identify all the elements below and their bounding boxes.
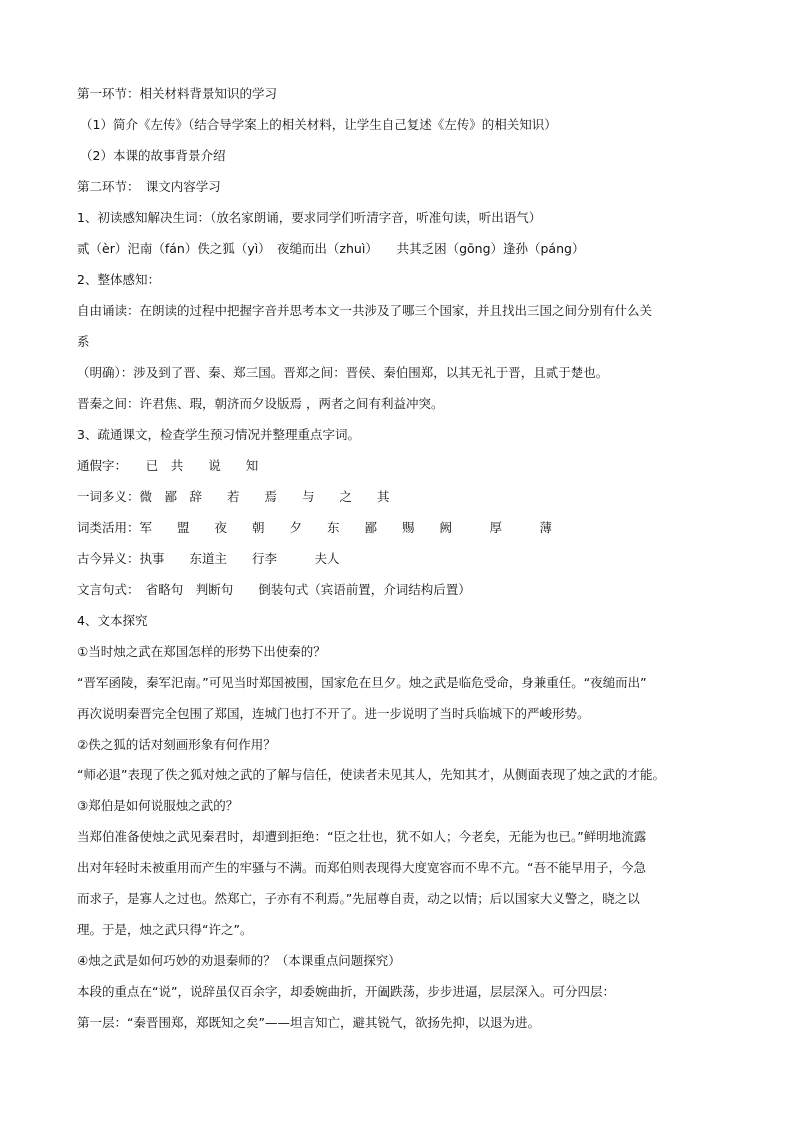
text-line: 出对年轻时未被重用而产生的牢骚与不满。而郑伯则表现得大度宽容而不卑不亢。“吾不能早用子，今急 (77, 860, 646, 875)
text-line: “晋军函陵，秦军汜南。”可见当时郑国被围，国家危在旦夕。烛之武是临危受命，身兼重任。“夜缒而出” (77, 675, 647, 690)
text-line: 而求子，是寡人之过也。然郑亡，子亦有不利焉。”先屈尊自责，动之以情；后以国家大义警之，晓之以 (77, 891, 640, 906)
text-line: （明确）：涉及到了晋、秦、郑三国。晋郑之间：晋侯、秦伯围郑，以其无礼于晋，且贰于楚也。 (77, 365, 609, 380)
question-3: ③郑伯是如何说服烛之武的？ (77, 798, 239, 813)
section-heading-1: 第一环节：相关材料背景知识的学习 (77, 86, 278, 101)
yici-duoyi-line: 一词多义：微 鄙 辞 若 焉 与 之 其 (77, 489, 390, 504)
question-1: ①当时烛之武在郑国怎样的形势下出使秦的？ (77, 644, 326, 659)
vocabulary-line: 贰（èr）汜南（fán）佚之狐（yì） 夜缒而出（zhuì） 共其乏困（gōng）逢孙（páng） (77, 241, 585, 256)
text-line: 自由诵读：在朗读的过程中把握字音并思考本文一共涉及了哪三个国家，并且找出三国之间分别有什么关 (77, 303, 653, 318)
text-line: 晋秦之间：许君焦、瑕，朝济而夕设版焉 ，两者之间有利益冲突。 (77, 396, 444, 411)
text-line: 当郑伯准备使烛之武见秦君时，却遭到拒绝：“臣之壮也，犹不如人；今老矣，无能为也已。”鲜明地流露 (77, 829, 647, 844)
tongjia-line: 通假字： 已 共 说 知 (77, 458, 259, 473)
question-2: ②佚之狐的话对刻画形象有何作用？ (77, 737, 276, 752)
text-line: 理。于是，烛之武只得“许之”。 (77, 922, 253, 937)
text-line: 2、整体感知： (77, 272, 160, 287)
text-line: 本段的重点在“说”，说辞虽仅百余字，却委婉曲折，开阖跌荡，步步进逼，层层深入。可分四层： (77, 984, 615, 999)
wenyan-jushi-line: 文言句式： 省略句 判断句 倒装句式（宾语前置，介词结构后置） (77, 582, 471, 597)
text-line: （2）本课的故事背景介绍 (80, 148, 226, 163)
question-4: ④烛之武是如何巧妙的劝退秦师的？（本课重点问题探究） (77, 953, 401, 968)
text-line: 3、疏通课文，检查学生预习情况并整理重点字词。 (77, 427, 360, 442)
text-line: 系 (77, 334, 90, 349)
cilei-huoyong-line: 词类活用：军 盟 夜 朝 夕 东 鄙 赐 阙 厚 薄 (77, 520, 553, 535)
text-line: 再次说明秦晋完全包围了郑国，连城门也打不开了。进一步说明了当时兵临城下的严峻形势。 (77, 706, 590, 721)
text-line: （1）简介《左传》（结合导学案上的相关材料，让学生自己复述《左传》的相关知识） (80, 117, 557, 132)
section-heading-2: 第二环节： 课文内容学习 (77, 179, 221, 194)
text-line: 第一层：“秦晋围郑，郑既知之矣”——坦言知亡，避其锐气，欲扬先抑，以退为进。 (77, 1015, 540, 1030)
text-line: “师必退”表现了佚之狐对烛之武的了解与信任，使读者未见其人，先知其才，从侧面表现了烛之武的才能。 (77, 767, 665, 782)
text-line: 4、文本探究 (77, 613, 148, 628)
text-line: 1、初读感知解决生词：（放名家朗诵，要求同学们听清字音，听准句读，听出语气） (77, 210, 542, 225)
gujin-yiyi-line: 古今异义：执事 东道主 行李 夫人 (77, 551, 340, 566)
